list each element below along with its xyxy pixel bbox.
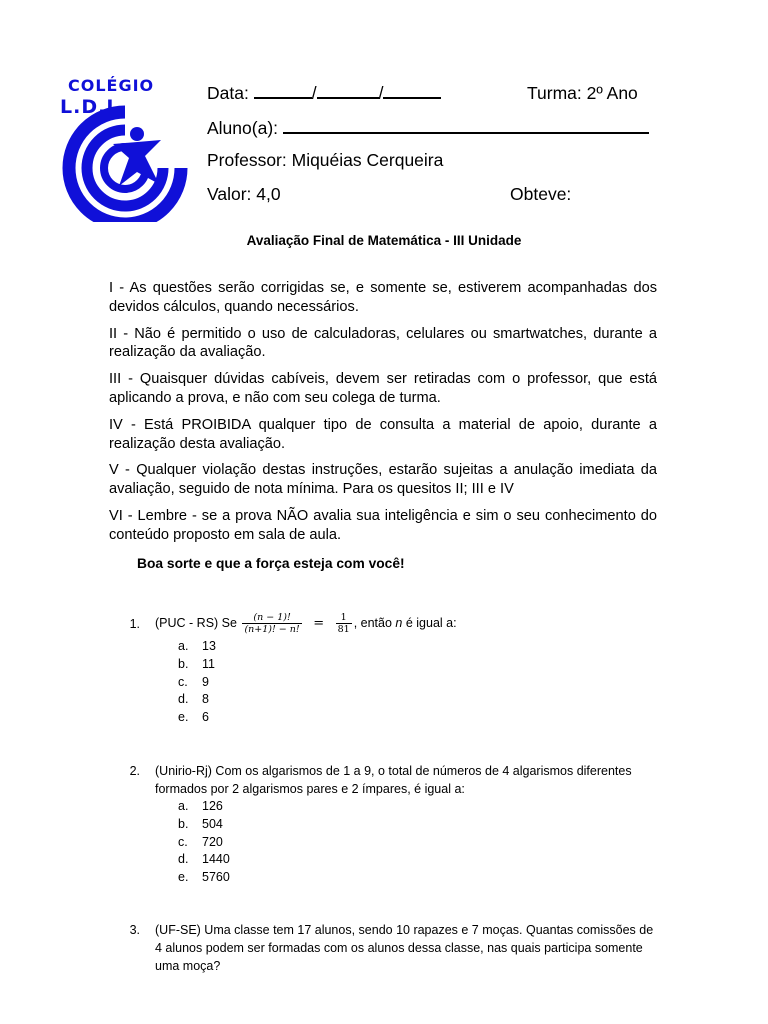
question-text-line: formados por 2 algarismos pares e 2 ímpares, é igual a: (155, 782, 465, 796)
question-number: 3. (129, 923, 140, 937)
option-b[interactable]: b. 504 (178, 816, 223, 831)
equals-sign: = (313, 615, 325, 631)
question-number: 2. (129, 764, 140, 778)
student-name-label: Aluno(a): (207, 118, 279, 138)
exam-title: Avaliação Final de Matemática - III Unidade (246, 233, 522, 248)
option-d[interactable]: d. 8 (178, 692, 209, 707)
instruction-item: II - Não é permitido o uso de calculadoras, celulares ou smartwatches, durante a realização da avaliação. (109, 325, 657, 361)
option-e[interactable]: e. 6 (178, 710, 209, 725)
turma-field: Turma: 2º Ano (527, 83, 638, 103)
date-day-blank[interactable] (254, 83, 312, 99)
option-d[interactable]: d. 1440 (178, 852, 230, 867)
question-text-line: (Unirio-Rj) Com os algarismos de 1 a 9, o total de números de 4 algarismos diferentes (155, 764, 632, 778)
option-a[interactable]: a. 126 (178, 799, 223, 813)
question-3 (0, 921, 768, 981)
value-field: Valor: 4,0 (207, 184, 281, 204)
options-list (178, 797, 230, 886)
fraction-result (336, 612, 352, 635)
instructions-list (109, 279, 657, 553)
professor-field: Professor: Miquéias Cerqueira (207, 150, 444, 170)
question-2-statement (155, 762, 632, 798)
date-field (207, 83, 441, 104)
student-name-blank[interactable] (283, 118, 649, 134)
fraction-numerator: 1 (340, 612, 347, 623)
option-e[interactable]: e. 5760 (178, 870, 230, 885)
question-2 (0, 762, 768, 892)
date-sep-1: / (311, 83, 317, 103)
option-c[interactable]: c. 9 (178, 674, 209, 689)
logo-name-top: COLÉGIO (68, 76, 155, 95)
fraction-factorial (242, 612, 301, 635)
question-1 (0, 612, 768, 732)
question-1-suffix-a: , então (353, 615, 392, 630)
option-a[interactable]: a. 13 (178, 639, 216, 653)
date-month-blank[interactable] (317, 83, 379, 99)
question-text-line: uma moça? (155, 959, 221, 973)
question-1-prefix: (PUC - RS) Se (155, 615, 237, 630)
date-year-blank[interactable] (383, 83, 441, 99)
option-b[interactable]: b. 11 (178, 656, 215, 671)
instruction-item: VI - Lembre - se a prova NÃO avalia sua inteligência e sim o seu conhecimento do conteúdo proposto em sala de aula. (109, 507, 657, 543)
question-text-line: 4 alunos podem ser formadas com os alunos dessa classe, nas quais participa somente (155, 941, 643, 955)
fraction-denominator: 81 (337, 624, 350, 635)
options-list (178, 637, 216, 726)
question-text-line: (UF-SE) Uma classe tem 17 alunos, sendo 10 rapazes e 7 moças. Quantas comissões de (155, 923, 654, 937)
instruction-item: III - Quaisquer dúvidas cabíveis, devem ser retiradas com o professor, que está aplicando a prova, e não com seu colega de turma. (109, 371, 657, 406)
question-3-statement (155, 921, 653, 975)
logo-name-mid: L.D.I. (60, 96, 123, 118)
question-1-statement (155, 612, 457, 635)
instruction-item: V - Qualquer violação destas instruções, estarão sujeitas a anulação imediata da avaliação, seguido de nota mínima. Para os quesitos II; III e IV (109, 462, 657, 498)
variable-n: n (395, 615, 403, 630)
question-1-suffix-b: é igual a: (405, 615, 457, 630)
fraction-denominator: (n+1)! − n! (244, 624, 300, 635)
student-name-field (207, 118, 649, 139)
good-luck-message: Boa sorte e que a força esteja com você! (137, 556, 405, 571)
question-number: 1. (129, 617, 140, 631)
score-field: Obteve: (510, 184, 572, 204)
date-label: Data: (207, 83, 249, 103)
instruction-item: IV - Está PROIBIDA qualquer tipo de consulta a material de apoio, durante a realização desta avaliação. (109, 416, 657, 452)
date-sep-2: / (378, 83, 384, 103)
fraction-numerator: (n − 1)! (253, 612, 291, 623)
instruction-item: I - As questões serão corrigidas se, e somente se, estiverem acompanhadas dos devidos cálculos, quando necessários. (109, 280, 657, 315)
option-c[interactable]: c. 720 (178, 834, 223, 849)
